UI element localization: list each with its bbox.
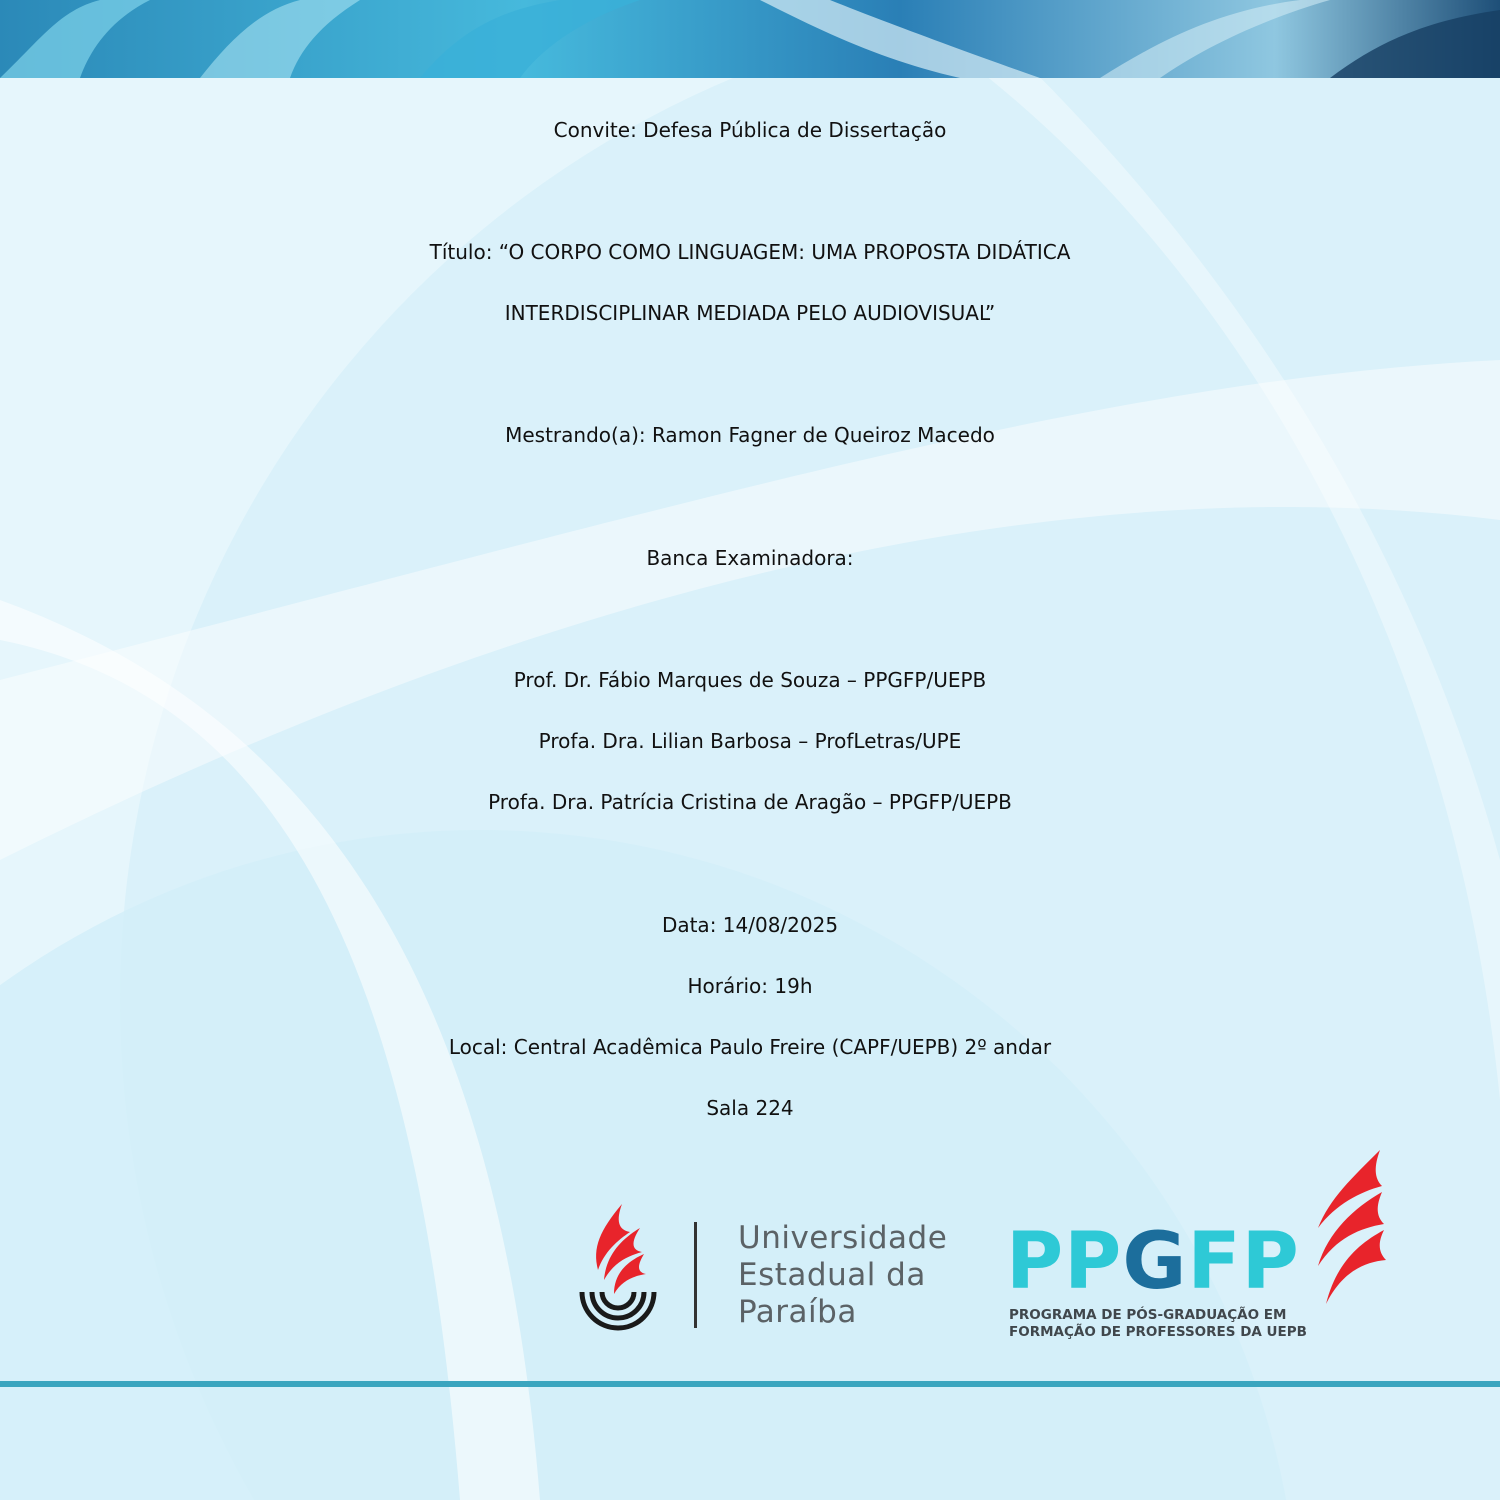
bottom-divider: [0, 1381, 1500, 1387]
board-member: Profa. Dra. Lilian Barbosa – ProfLetras/UPE: [538, 729, 962, 753]
student-name: Mestrando(a): Ramon Fagner de Queiroz Macedo: [505, 423, 995, 447]
ppgfp-subtitle-line: PROGRAMA DE PÓS-GRADUAÇÃO EM: [1009, 1307, 1287, 1323]
ppgfp-wordmark-g: G: [1122, 1217, 1188, 1307]
defense-location: Local: Central Acadêmica Paulo Freire (CAPF/UEPB) 2º andar: [448, 1035, 1052, 1059]
ppgfp-subtitle: [1009, 1307, 1307, 1341]
defense-room: Sala 224: [706, 1096, 794, 1120]
dissertation-title-line-1: Título: “O CORPO COMO LINGUAGEM: UMA PROPOSTA DIDÁTICA: [429, 240, 1071, 264]
invite-heading: Convite: Defesa Pública de Dissertação: [553, 118, 947, 142]
ppgfp-wordmark-pp: PP: [1006, 1217, 1123, 1307]
logo-divider: [694, 1222, 697, 1328]
board-member: Profa. Dra. Patrícia Cristina de Aragão – PPGFP/UEPB: [488, 790, 1012, 814]
ppgfp-subtitle-line: FORMAÇÃO DE PROFESSORES DA UEPB: [1009, 1324, 1307, 1340]
ppgfp-wordmark-fp: FP: [1187, 1217, 1300, 1307]
uepb-wordmark: [738, 1220, 947, 1331]
ppgfp-flame-logo-icon: [1308, 1148, 1388, 1308]
board-heading: Banca Examinadora:: [646, 546, 854, 570]
ppgfp-wordmark: [1006, 1217, 1300, 1307]
dissertation-title-line-2: INTERDISCIPLINAR MEDIADA PELO AUDIOVISUAL”: [504, 301, 996, 325]
defense-date: Data: 14/08/2025: [661, 913, 839, 937]
uepb-wordmark-line: Universidade: [738, 1220, 948, 1256]
defense-time: Horário: 19h: [687, 974, 813, 998]
board-member: Prof. Dr. Fábio Marques de Souza – PPGFP/UEPB: [513, 668, 987, 692]
uepb-wordmark-line: Estadual da: [738, 1257, 926, 1293]
uepb-flame-logo-icon: [570, 1200, 670, 1335]
uepb-wordmark-line: Paraíba: [738, 1294, 857, 1330]
